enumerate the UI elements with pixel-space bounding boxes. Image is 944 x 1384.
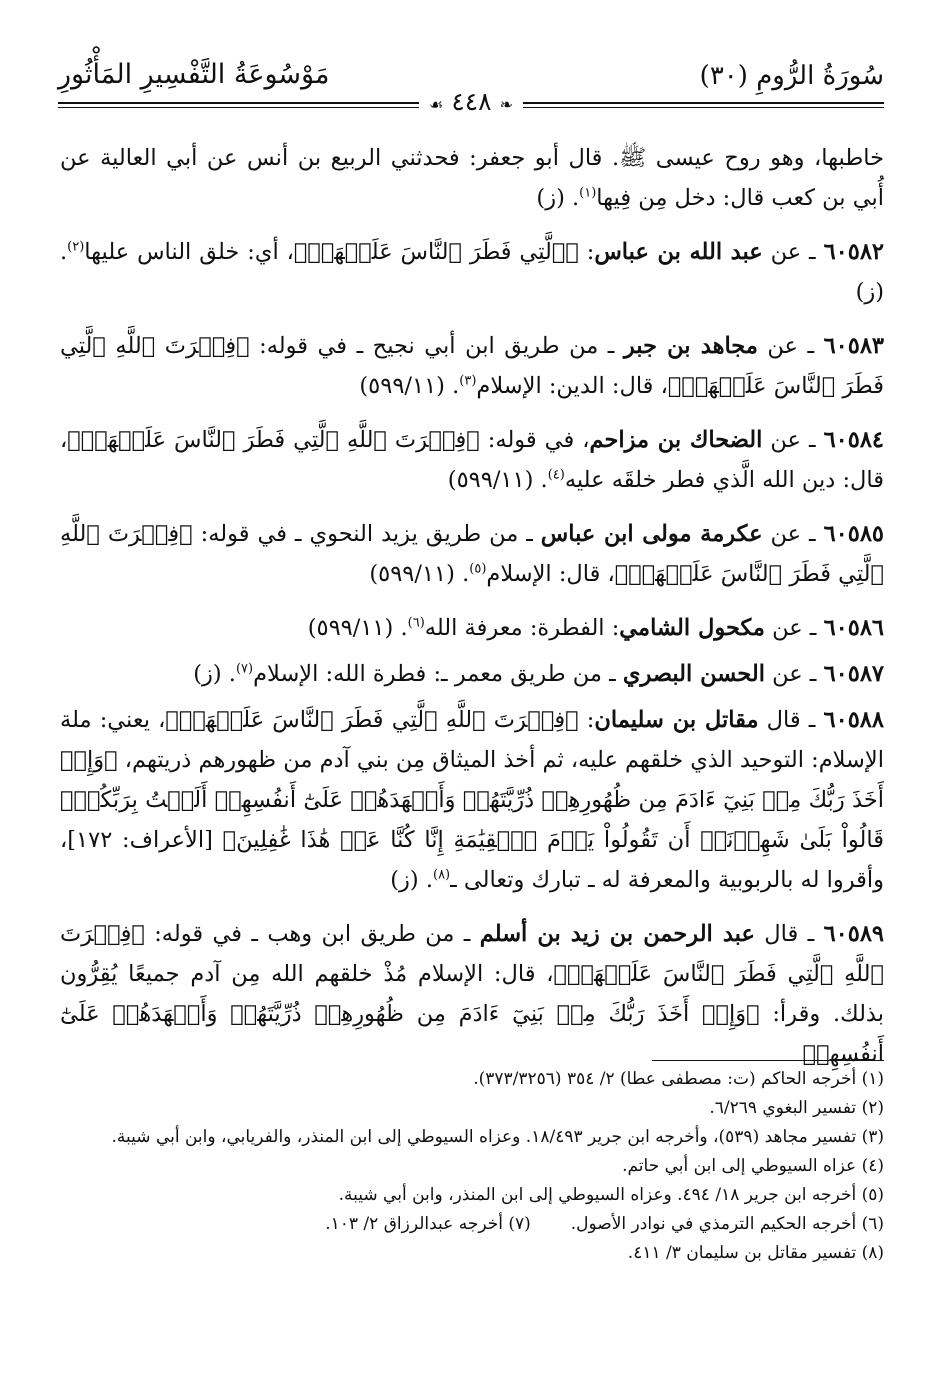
footnote-ref: (٣): [459, 373, 477, 389]
paragraph-tail: . (٥٩٩/١١): [369, 561, 470, 587]
paragraph: [60, 914, 884, 1074]
narrator-name: عبد الرحمن بن زيد بن أسلم: [479, 921, 755, 947]
entry-number: ٦٠٥٨٥: [823, 521, 884, 547]
paragraph-text: ـ من طريق يزيد النحوي ـ في قوله: ﴿فِطۡرَتَ ٱللَّهِ ٱلَّتِي فَطَرَ ٱلنَّاسَ عَلَيۡهَاۚ﴾، قال: الإسلام: [60, 521, 884, 587]
entry-lead: ـ عن: [764, 615, 824, 641]
paragraph-text: ـ من طريق ابن وهب ـ في قوله: ﴿فِطۡرَتَ ٱللَّهِ ٱلَّتِي فَطَرَ ٱلنَّاسَ عَلَيۡهَاۚ﴾، قال: الإسلام مُذْ خلقهم الله مِن آدم جميعًا يُقِرُّون بذلك. وقرأ: ﴿وَإِذۡ أَخَذَ رَبُّكَ مِنۢ بَنِيٓ ءَادَمَ مِن ظُهُورِهِمۡ ذُرِّيَّتَهُمۡ وَأَشۡهَدَهُمۡ عَلَىٰٓ أَنفُسِهِمۡ: [60, 921, 884, 1067]
paragraph-tail: . (ز): [60, 239, 884, 305]
narrator-name: مجاهد بن جبر: [623, 333, 758, 359]
paragraph: [60, 700, 884, 900]
paragraph: [60, 326, 884, 406]
paragraph: [60, 654, 884, 694]
page-header: [58, 55, 884, 117]
entry-number: ٦٠٥٨٨: [823, 707, 884, 733]
footnote-ref: (٦): [407, 615, 425, 631]
paragraph-text: : ﴿ٱلَّتِي فَطَرَ ٱلنَّاسَ عَلَيۡهَاۚ﴾، أي: خلق الناس عليها: [84, 239, 595, 265]
footnote-ref: (١): [579, 185, 597, 201]
paragraph-tail: . (٥٩٩/١١): [359, 373, 460, 399]
paragraph: [60, 608, 884, 648]
paragraph: [60, 232, 884, 312]
narrator-name: مقاتل بن سليمان: [594, 707, 759, 733]
paragraph-text: ، في قوله: ﴿فِطۡرَتَ ٱللَّهِ ٱلَّتِي فَطَرَ ٱلنَّاسَ عَلَيۡهَاۚ﴾، قال: دين الله الَّذي فطر خلقَه عليه: [60, 427, 884, 493]
paragraph: [60, 420, 884, 500]
footnote-divider: [652, 1060, 884, 1061]
entry-number: ٦٠٥٨٦: [823, 615, 884, 641]
surah-title: [700, 61, 884, 91]
footnote-pair: [60, 1210, 884, 1239]
footnote: (٣) تفسير مجاهد (٥٣٩)، وأخرجه ابن جرير ١٨/٤٩٣. وعزاه السيوطي إلى ابن المنذر، والفريابي، وابن أبي شيبة.: [111, 1127, 884, 1147]
entry-number: ٦٠٥٨٧: [823, 661, 884, 687]
surah-name: سُورَةُ الرُّومِ: [756, 61, 884, 91]
footnotes: [60, 1065, 884, 1268]
entry-lead: ـ قال: [758, 707, 824, 733]
entry-lead: ـ عن: [762, 427, 824, 453]
ornament-icon: ☙: [429, 95, 444, 114]
paragraph-tail: . (ز): [536, 185, 580, 211]
footnote: (٨) تفسير مقاتل بن سليمان ٣/ ٤١١.: [627, 1243, 884, 1263]
paragraph: [60, 138, 884, 218]
page-number: ٤٤٨: [451, 87, 492, 116]
paragraph: [60, 514, 884, 594]
entry-number: ٦٠٥٨٢: [823, 239, 884, 265]
paragraph-text: : الفطرة: معرفة الله: [424, 615, 620, 641]
paragraph-tail: . (ز): [390, 867, 433, 893]
footnote-ref: (٤): [547, 467, 565, 483]
paragraph-tail: . (٥٩٩/١١): [447, 467, 548, 493]
narrator-name: عكرمة مولى ابن عباس: [540, 521, 763, 547]
narrator-name: مكحول الشامي: [619, 615, 765, 641]
main-text: [60, 138, 884, 1088]
footnote-ref: (٨): [432, 867, 451, 883]
entry-lead: ـ عن: [762, 521, 824, 547]
narrator-name: الضحاك بن مزاحم: [589, 427, 763, 453]
footnote: (٢) تفسير البغوي ٦/٢٦٩.: [709, 1098, 884, 1118]
narrator-name: الحسن البصري: [622, 661, 765, 687]
book-title: مَوْسُوعَةُ التَّفْسِيرِ المَأْثُورِ: [58, 59, 330, 90]
footnote: (٦) أخرجه الحكيم الترمذي في نوادر الأصول.: [570, 1214, 884, 1234]
paragraph-text: : ﴿فِطۡرَتَ ٱللَّهِ ٱلَّتِي فَطَرَ ٱلنَّاسَ عَلَيۡهَاۚ﴾، يعني: ملة الإسلام: التوحيد الذي خلقهم عليه، ثم أخذ الميثاق مِن بني آدم من ظهورهم ذريتهم، ﴿وَإِذۡ أَخَذَ رَبُّكَ مِنۢ بَنِيٓ ءَادَمَ مِن ظُهُورِهِمۡ ذُرِّيَّتَهُمۡ وَأَشۡهَدَهُمۡ عَلَىٰٓ أَنفُسِهِمۡ أَلَسۡتُ بِرَبِّكُمۡۖ قَالُواْ بَلَىٰ شَهِدۡنَآۚ أَن تَقُولُواْ يَوۡمَ ٱلۡقِيَٰمَةِ إِنَّا كُنَّا عَنۡ هَٰذَا غَٰفِلِينَ﴾ [الأعراف: ١٧٢]، وأقروا له بالربوبية والمعرفة له ـ تبارك وتعالى ـ: [60, 707, 884, 893]
paragraph-tail: . (٥٩٩/١١): [307, 615, 408, 641]
entry-number: ٦٠٥٨٤: [823, 427, 885, 453]
paragraph-tail: . (ز): [193, 661, 236, 687]
ornament-icon: ❧: [499, 95, 513, 114]
entry-lead: ـ عن: [757, 333, 824, 359]
footnote: (٧) أخرجه عبدالرزاق ٢/ ١٠٣.: [325, 1214, 531, 1234]
footnote: (٥) أخرجه ابن جرير ١٨/ ٤٩٤. وعزاه السيوطي إلى ابن المنذر، وابن أبي شيبة.: [338, 1185, 884, 1205]
footnote-ref: (٥): [469, 561, 487, 577]
footnote: (٤) عزاه السيوطي إلى ابن أبي حاتم.: [622, 1156, 884, 1176]
entry-lead: ـ عن: [762, 239, 824, 265]
narrator-name: عبد الله بن عباس: [594, 239, 763, 265]
entry-number: ٦٠٥٨٣: [823, 333, 884, 359]
entry-lead: ـ قال: [754, 921, 824, 947]
footnote: (١) أخرجه الحاكم (ت: مصطفى عطا) ٢/ ٣٥٤ (٣٧٣/٣٢٥٦).: [473, 1069, 884, 1089]
page-number-box: [419, 87, 523, 116]
entry-number: ٦٠٥٨٩: [823, 921, 884, 947]
paragraph-text: ـ من طريق ابن أبي نجيح ـ في قوله: ﴿فِطۡرَتَ ٱللَّهِ ٱلَّتِي فَطَرَ ٱلنَّاسَ عَلَيۡهَاۚ﴾، قال: الدين: الإسلام: [60, 333, 884, 399]
entry-lead: ـ عن: [764, 661, 824, 687]
footnote-ref: (٧): [235, 661, 254, 677]
footnote-ref: (٢): [67, 239, 85, 255]
paragraph-text: خاطبها، وهو روح عيسى ﷺ. قال أبو جعفر: فحدثني الربيع بن أنس عن أبي العالية عن أُبي بن كعب قال: دخل مِن فِيها: [60, 145, 884, 211]
surah-number: (٣٠): [699, 61, 748, 91]
paragraph-text: ـ من طريق معمر ـ: فطرة الله: الإسلام: [253, 661, 623, 687]
